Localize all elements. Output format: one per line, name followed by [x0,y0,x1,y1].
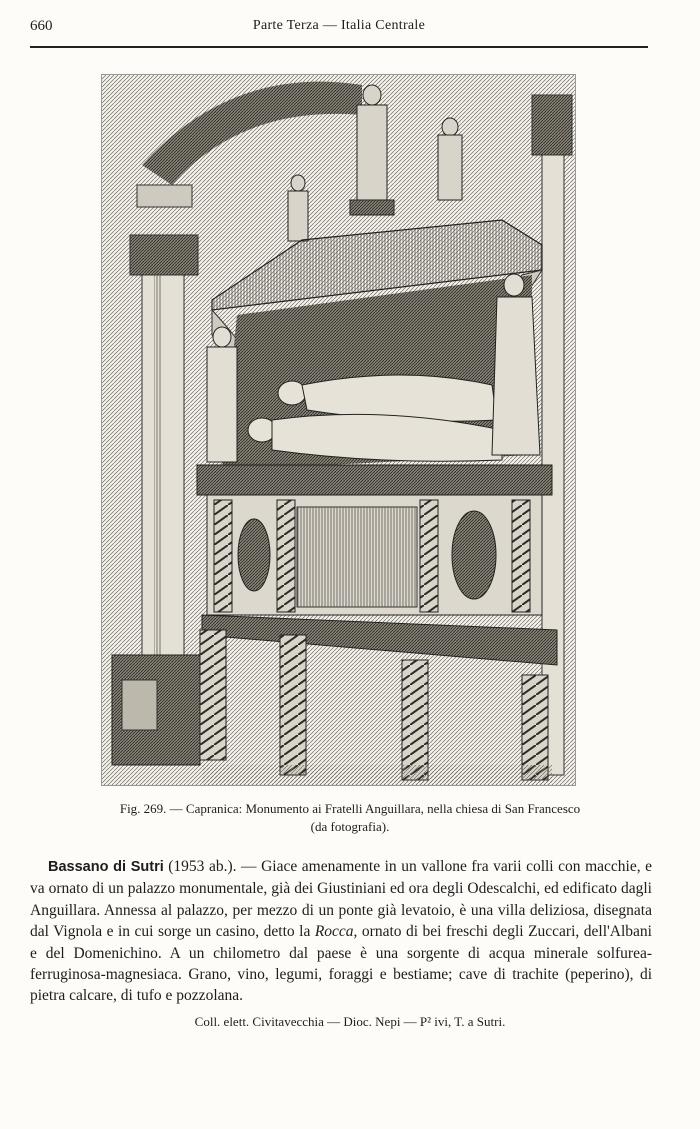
page-header [30,18,648,38]
italic-word-rocca: Rocca [314,923,354,941]
place-name: Bassano di Sutri [48,859,164,875]
article-text-part-1: (1953 ab.). — Giace amenamente in un vallone fra varii colli con macchie, e va ornato di un palazzo monumentale, già dei Giustiniani ed ora degli Odescalchi, ed edificato dagli Anguillara. Annessa al palazzo, per mezzo di un ponte già levatoio, è una villa deliziosa, disegnata dal Vignola e in cui sorge un casino, detto la [30,858,652,941]
article-paragraph [30,856,652,1007]
caption-line-1: Fig. 269. — Capranica: Monumento ai Fratelli Anguillara, nella chiesa di San Francesco [119,801,581,816]
article-text-part-2: , ornato di bei freschi degli Zuccari, dell'Albani e del Domenichino. A un chilometro dal paese è una sorgente di acqua minerale solfurea-ferruginosa-magnesiaca. Grano, vino, legumi, foraggi e bestiame; cave di trachite (peperino), di pietra calcare, di tufo e pozzolana. [30,923,652,1005]
page-number: 660 [30,18,53,34]
figure-caption [40,800,660,836]
electoral-footer: Coll. elett. Civitavecchia — Dioc. Nepi — P² ivi, T. a Sutri. [194,1014,506,1029]
header-rule [30,46,648,48]
tomb-monument-illustration [102,75,575,785]
caption-line-2: (da fotografia). [310,819,390,834]
running-head: Parte Terza — Italia Centrale [252,18,426,33]
figure-engraving [101,74,576,786]
